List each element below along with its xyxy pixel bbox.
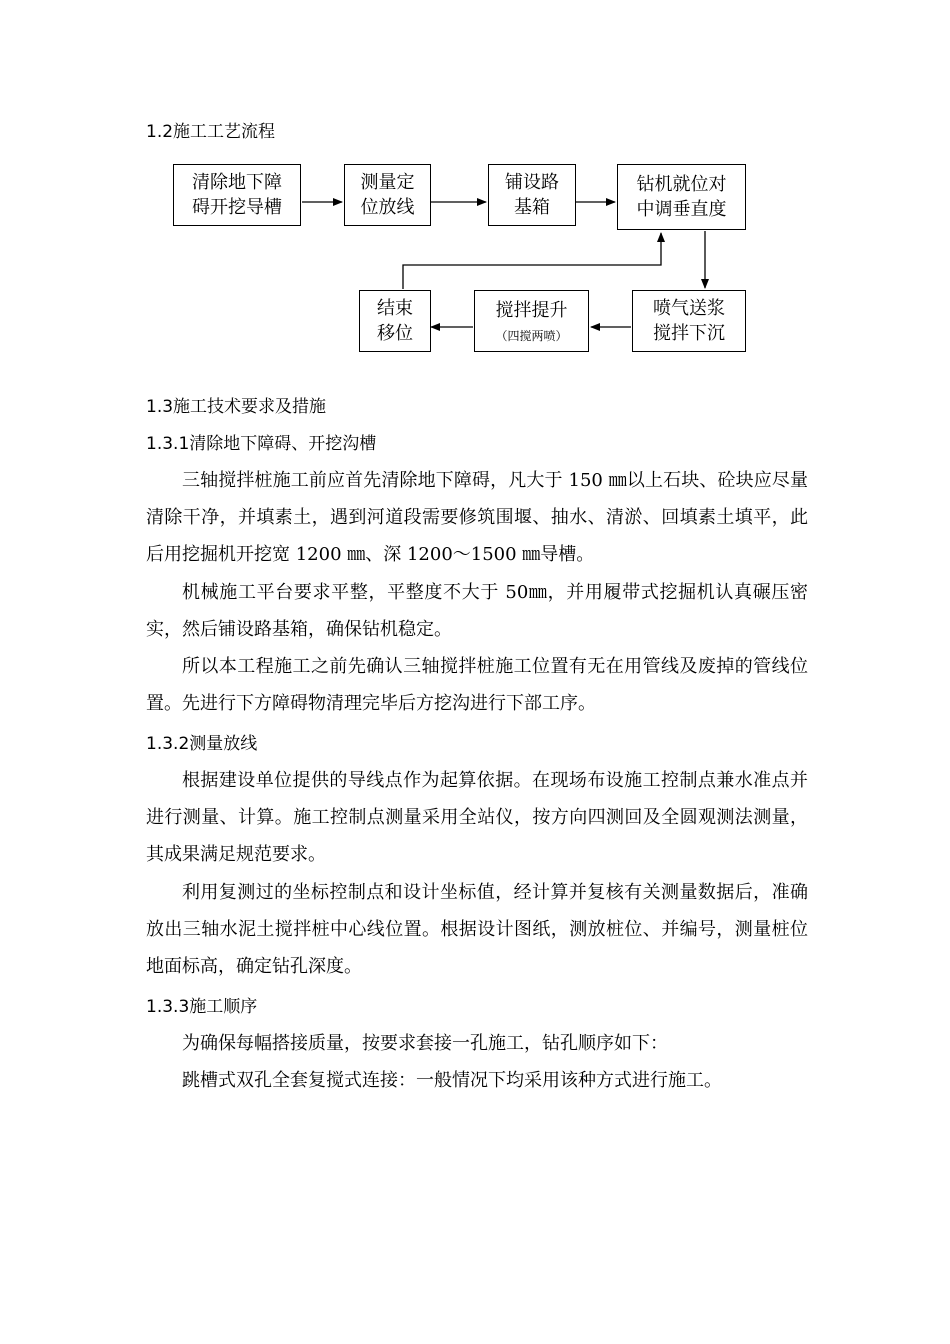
flow-step-5-line1: 喷气送浆 bbox=[653, 298, 725, 319]
paragraph-overlap-quality: 为确保每幅搭接质量，按要求套接一孔施工，钻孔顺序如下： bbox=[182, 1033, 668, 1054]
flow-step-rig-position bbox=[617, 164, 746, 230]
flow-step-7-line1: 结束 bbox=[377, 298, 413, 319]
flow-step-1-line2: 碍开挖导槽 bbox=[192, 197, 282, 218]
flow-step-5-line2: 搅拌下沉 bbox=[653, 323, 725, 344]
flow-step-mix-lift bbox=[474, 290, 589, 352]
section-1-3-3-title: 1.3.3施工顺序 bbox=[146, 997, 258, 1017]
paragraph-clear-obstacles: 三轴搅拌桩施工前应首先清除地下障碍，凡大于 150 ㎜以上石块、砼块应尽量清除干净，并填素土，遇到河道段需要修筑围堰、抽水、清淤、回填素土填平，此后用挖掘机开挖宽 1200 ㎜、深 1200～1500 ㎜导槽。 bbox=[146, 470, 808, 565]
flow-step-clear-obstacles bbox=[173, 164, 301, 226]
section-1-3-1-title: 1.3.1清除地下障碍、开挖沟槽 bbox=[146, 434, 377, 454]
arrow-7-4-loop bbox=[403, 233, 661, 289]
flow-step-2-line1: 测量定 bbox=[360, 172, 415, 193]
flow-step-2-line2: 位放线 bbox=[360, 197, 415, 218]
flow-step-4-line2: 中调垂直度 bbox=[636, 199, 727, 220]
paragraph-platform: 机械施工平台要求平整，平整度不大于 50㎜，并用履带式挖掘机认真碾压密实，然后铺设路基箱，确保钻机稳定。 bbox=[146, 582, 808, 640]
flow-step-3-line1: 铺设路 bbox=[505, 172, 559, 193]
section-1-2-title: 1.2施工工艺流程 bbox=[146, 122, 276, 142]
flow-step-6-line1: 搅拌提升 bbox=[495, 299, 568, 321]
flow-step-end-move bbox=[359, 290, 431, 352]
flow-step-1-line1: 清除地下障 bbox=[192, 172, 282, 193]
paragraph-survey-basis: 根据建设单位提供的导线点作为起算依据。在现场布设施工控制点兼水准点并进行测量、计算。施工控制点测量采用全站仪，按方向四测回及全圆观测法测量，其成果满足规范要求。 bbox=[146, 770, 808, 865]
section-1-3-title: 1.3施工技术要求及措施 bbox=[146, 397, 327, 417]
flow-step-7-line2: 移位 bbox=[377, 323, 413, 344]
flow-step-3-line2: 基箱 bbox=[514, 197, 550, 218]
paragraph-skip-slot-method: 跳槽式双孔全套复搅式连接：一般情况下均采用该种方式进行施工。 bbox=[182, 1070, 722, 1091]
flow-step-spray-mix-down bbox=[632, 290, 746, 352]
paragraph-pipelines: 所以本工程施工之前先确认三轴搅拌桩施工位置有无在用管线及废掉的管线位置。先进行下方障碍物清理完毕后方挖沟进行下部工序。 bbox=[146, 656, 808, 714]
paragraph-stakeout: 利用复测过的坐标控制点和设计坐标值，经计算并复核有关测量数据后，准确放出三轴水泥土搅拌桩中心线位置。根据设计图纸，测放桩位、并编号，测量桩位地面标高，确定钻孔深度。 bbox=[146, 882, 808, 977]
flow-step-lay-boxes bbox=[488, 164, 576, 226]
flow-step-survey bbox=[344, 164, 431, 226]
section-1-3-2-title: 1.3.2测量放线 bbox=[146, 734, 258, 754]
flow-step-4-line1: 钻机就位对 bbox=[636, 174, 727, 195]
flow-step-6-note: （四搅两喷） bbox=[495, 328, 568, 343]
